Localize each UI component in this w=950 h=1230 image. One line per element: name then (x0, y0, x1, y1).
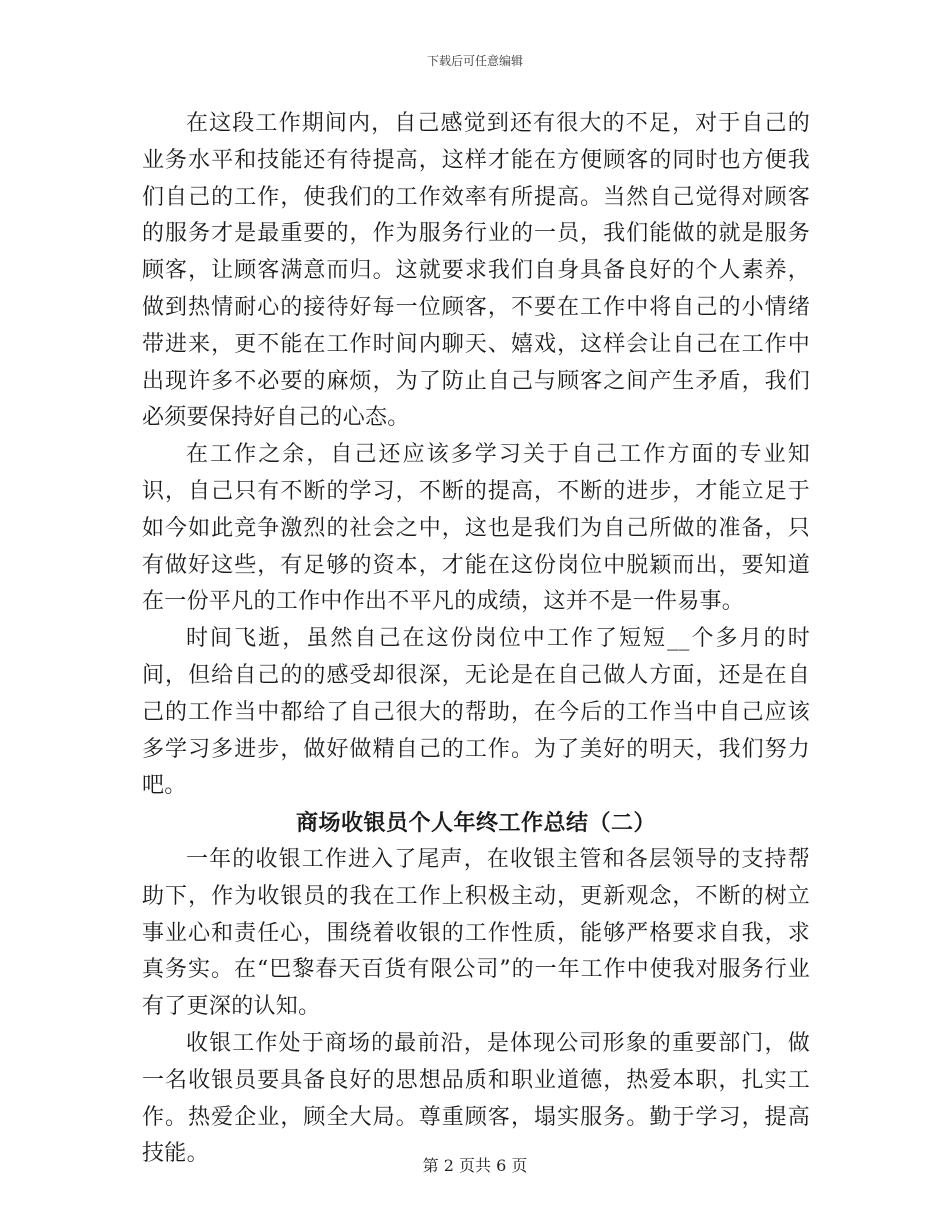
header-note: 下载后可任意编辑 (426, 54, 523, 68)
section-title: 商场收银员个人年终工作总结（二） (295, 810, 656, 837)
paragraph-1: 在这段工作期间内，自己感觉到还有很大的不足，对于自己的业务水平和技能还有待提高，这样才能在方便顾客的同时也方便我们自己的工作，使我们的工作效率有所提高。当然自己觉得对顾客的服务才是最重要的，作为服务行业的一员，我们能做的就是服务顾客，让顾客满意而归。这就要求我们自身具备良好的个人素养，做到热情耐心的接待好每一位顾客，不要在工作中将自己的小情绪带进来，更不能在工作时间内聊天、嬉戏，这样会让自己在工作中出现许多不必要的麻烦，为了防止自己与顾客之间产生矛盾，我们必须要保持好自己的心态。 (142, 111, 810, 431)
paragraph-3: 时间飞逝，虽然自己在这份岗位中工作了短短__个多月的时间，但给自己的的感受却很深，无论是在自己做人方面，还是在自己的工作当中都给了自己很大的帮助，在今后的工作当中自己应该多学习多进步，做好做精自己的工作。为了美好的明天，我们努力吧。 (142, 626, 810, 799)
page-number: 第 2 页共 6 页 (422, 1156, 528, 1175)
paragraph-5: 收银工作处于商场的最前沿，是体现公司形象的重要部门，做一名收银员要具备良好的思想品质和职业道德，热爱本职，扎实工作。热爱企业，顾全大局。尊重顾客，塌实服务。勤于学习，提高技能。 (142, 1030, 810, 1167)
paragraph-2: 在工作之余，自己还应该多学习关于自己工作方面的专业知识，自己只有不断的学习，不断的提高，不断的进步，才能立足于如今如此竞争激烈的社会之中，这也是我们为自己所做的准备，只有做好这些，有足够的资本，才能在这份岗位中脱颖而出，要知道在一份平凡的工作中作出不平凡的成绩，这并不是一件易事。 (142, 442, 810, 615)
paragraph-4: 一年的收银工作进入了尾声，在收银主管和各层领导的支持帮助下，作为收银员的我在工作上积极主动，更新观念，不断的树立事业心和责任心，围绕着收银的工作性质，能够严格要求自我，求真务实。在“巴黎春天百货有限公司”的一年工作中使我对服务行业有了更深的认知。 (142, 846, 810, 1020)
document-body (142, 106, 810, 1173)
